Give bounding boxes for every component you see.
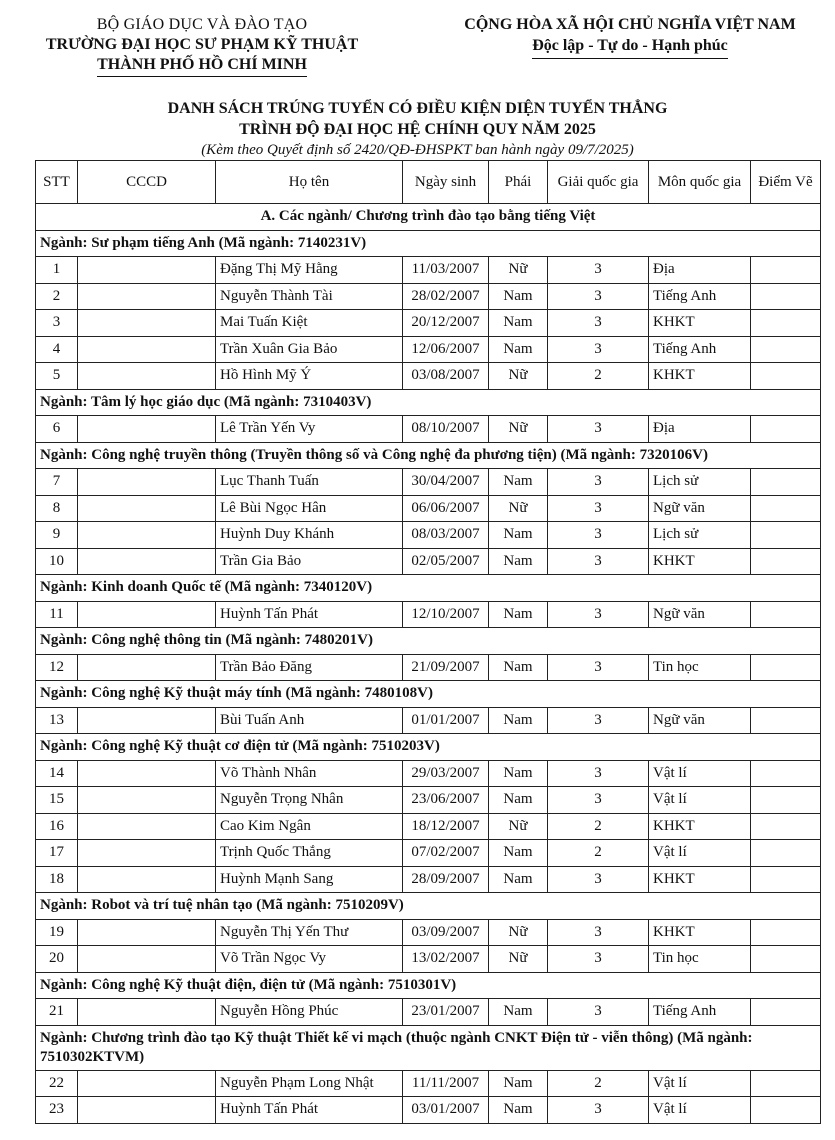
major-row bbox=[36, 442, 821, 469]
major-title: Ngành: Sư phạm tiếng Anh (Mã ngành: 7140231V) bbox=[36, 230, 821, 257]
cell-national-prize: 3 bbox=[548, 787, 649, 814]
table-row bbox=[36, 1097, 821, 1124]
cell-cccd bbox=[78, 416, 216, 443]
cell-national-subject: KHKT bbox=[649, 548, 751, 575]
cell-national-prize: 3 bbox=[548, 760, 649, 787]
column-header-gender: Phái bbox=[489, 161, 548, 204]
city-name: THÀNH PHỐ HỒ CHÍ MINH bbox=[97, 55, 307, 77]
table-row bbox=[36, 336, 821, 363]
major-title: Ngành: Công nghệ Kỹ thuật điện, điện tử (Mã ngành: 7510301V) bbox=[36, 972, 821, 999]
cell-cccd bbox=[78, 469, 216, 496]
cell-national-subject: Tiếng Anh bbox=[649, 336, 751, 363]
cell-full-name: Nguyễn Trọng Nhân bbox=[216, 787, 403, 814]
cell-national-prize: 3 bbox=[548, 310, 649, 337]
cell-drawing-score bbox=[751, 707, 821, 734]
table-row bbox=[36, 522, 821, 549]
major-row bbox=[36, 389, 821, 416]
cell-drawing-score bbox=[751, 469, 821, 496]
cell-birth-date: 29/03/2007 bbox=[403, 760, 489, 787]
cell-drawing-score bbox=[751, 601, 821, 628]
cell-gender: Nam bbox=[489, 840, 548, 867]
cell-gender: Nữ bbox=[489, 919, 548, 946]
table-row bbox=[36, 813, 821, 840]
cell-full-name: Huỳnh Tấn Phát bbox=[216, 601, 403, 628]
cell-cccd bbox=[78, 310, 216, 337]
table-row bbox=[36, 999, 821, 1026]
cell-national-subject: Địa bbox=[649, 257, 751, 284]
cell-gender: Nữ bbox=[489, 495, 548, 522]
cell-stt: 21 bbox=[36, 999, 78, 1026]
cell-national-subject: Vật lí bbox=[649, 787, 751, 814]
major-title: Ngành: Robot và trí tuệ nhân tạo (Mã ngành: 7510209V) bbox=[36, 893, 821, 920]
table-header-row bbox=[36, 161, 821, 204]
major-row bbox=[36, 893, 821, 920]
cell-gender: Nam bbox=[489, 310, 548, 337]
cell-national-subject: KHKT bbox=[649, 919, 751, 946]
cell-national-prize: 3 bbox=[548, 336, 649, 363]
table-row bbox=[36, 548, 821, 575]
table-body bbox=[36, 204, 821, 1124]
cell-gender: Nam bbox=[489, 522, 548, 549]
cell-birth-date: 08/10/2007 bbox=[403, 416, 489, 443]
cell-national-subject: Ngữ văn bbox=[649, 707, 751, 734]
cell-gender: Nữ bbox=[489, 257, 548, 284]
cell-national-subject: Lịch sử bbox=[649, 522, 751, 549]
table-row bbox=[36, 601, 821, 628]
cell-national-prize: 3 bbox=[548, 866, 649, 893]
major-row bbox=[36, 628, 821, 655]
cell-national-subject: KHKT bbox=[649, 310, 751, 337]
cell-gender: Nam bbox=[489, 1070, 548, 1097]
cell-gender: Nữ bbox=[489, 946, 548, 973]
cell-national-prize: 2 bbox=[548, 813, 649, 840]
cell-national-prize: 3 bbox=[548, 1097, 649, 1124]
cell-gender: Nam bbox=[489, 654, 548, 681]
cell-stt: 9 bbox=[36, 522, 78, 549]
major-row bbox=[36, 230, 821, 257]
major-row bbox=[36, 734, 821, 761]
document-title: DANH SÁCH TRÚNG TUYỂN CÓ ĐIỀU KIỆN DIỆN TUYỂN THẲNG bbox=[167, 100, 668, 117]
cell-gender: Nam bbox=[489, 601, 548, 628]
cell-national-prize: 3 bbox=[548, 946, 649, 973]
cell-national-prize: 3 bbox=[548, 257, 649, 284]
cell-gender: Nam bbox=[489, 548, 548, 575]
section-title: A. Các ngành/ Chương trình đào tạo bằng tiếng Việt bbox=[36, 204, 821, 231]
cell-drawing-score bbox=[751, 760, 821, 787]
table-row bbox=[36, 283, 821, 310]
cell-national-subject: Địa bbox=[649, 416, 751, 443]
cell-stt: 17 bbox=[36, 840, 78, 867]
cell-birth-date: 07/02/2007 bbox=[403, 840, 489, 867]
column-header-birth-date: Ngày sinh bbox=[403, 161, 489, 204]
cell-birth-date: 01/01/2007 bbox=[403, 707, 489, 734]
cell-cccd bbox=[78, 787, 216, 814]
major-row bbox=[36, 575, 821, 602]
cell-gender: Nam bbox=[489, 866, 548, 893]
cell-drawing-score bbox=[751, 866, 821, 893]
column-header-national-prize: Giải quốc gia bbox=[548, 161, 649, 204]
cell-cccd bbox=[78, 548, 216, 575]
cell-stt: 5 bbox=[36, 363, 78, 390]
cell-cccd bbox=[78, 1097, 216, 1124]
cell-birth-date: 20/12/2007 bbox=[403, 310, 489, 337]
cell-cccd bbox=[78, 654, 216, 681]
cell-national-subject: Ngữ văn bbox=[649, 495, 751, 522]
column-header-national-subject: Môn quốc gia bbox=[649, 161, 751, 204]
cell-full-name: Lục Thanh Tuấn bbox=[216, 469, 403, 496]
cell-stt: 7 bbox=[36, 469, 78, 496]
cell-cccd bbox=[78, 1070, 216, 1097]
cell-full-name: Nguyễn Hồng Phúc bbox=[216, 999, 403, 1026]
cell-national-subject: Vật lí bbox=[649, 1070, 751, 1097]
cell-cccd bbox=[78, 495, 216, 522]
cell-cccd bbox=[78, 919, 216, 946]
column-header-cccd: CCCD bbox=[78, 161, 216, 204]
cell-drawing-score bbox=[751, 522, 821, 549]
major-title: Ngành: Chương trình đào tạo Kỹ thuật Thiết kế vi mạch (thuộc ngành CNKT Điện tử - viễn thông) (Mã ngành: 7510302KTVM) bbox=[36, 1025, 821, 1070]
table-row bbox=[36, 787, 821, 814]
cell-cccd bbox=[78, 601, 216, 628]
cell-national-subject: KHKT bbox=[649, 363, 751, 390]
cell-full-name: Bùi Tuấn Anh bbox=[216, 707, 403, 734]
cell-full-name: Hồ Hình Mỹ Ý bbox=[216, 363, 403, 390]
cell-stt: 1 bbox=[36, 257, 78, 284]
cell-national-prize: 3 bbox=[548, 707, 649, 734]
cell-gender: Nam bbox=[489, 999, 548, 1026]
cell-cccd bbox=[78, 840, 216, 867]
cell-gender: Nữ bbox=[489, 363, 548, 390]
cell-cccd bbox=[78, 946, 216, 973]
cell-stt: 19 bbox=[36, 919, 78, 946]
cell-drawing-score bbox=[751, 654, 821, 681]
cell-national-subject: Lịch sử bbox=[649, 469, 751, 496]
cell-birth-date: 23/01/2007 bbox=[403, 999, 489, 1026]
cell-full-name: Lê Bùi Ngọc Hân bbox=[216, 495, 403, 522]
cell-birth-date: 11/03/2007 bbox=[403, 257, 489, 284]
cell-birth-date: 18/12/2007 bbox=[403, 813, 489, 840]
table-row bbox=[36, 919, 821, 946]
cell-drawing-score bbox=[751, 495, 821, 522]
cell-birth-date: 03/09/2007 bbox=[403, 919, 489, 946]
cell-national-prize: 3 bbox=[548, 495, 649, 522]
cell-birth-date: 21/09/2007 bbox=[403, 654, 489, 681]
cell-national-prize: 3 bbox=[548, 548, 649, 575]
cell-cccd bbox=[78, 522, 216, 549]
cell-birth-date: 03/08/2007 bbox=[403, 363, 489, 390]
cell-stt: 22 bbox=[36, 1070, 78, 1097]
cell-cccd bbox=[78, 336, 216, 363]
cell-cccd bbox=[78, 257, 216, 284]
table-row bbox=[36, 946, 821, 973]
cell-full-name: Trần Xuân Gia Bảo bbox=[216, 336, 403, 363]
cell-national-subject: Tin học bbox=[649, 946, 751, 973]
major-row bbox=[36, 972, 821, 999]
cell-cccd bbox=[78, 707, 216, 734]
major-row bbox=[36, 1025, 821, 1070]
national-motto: Độc lập - Tự do - Hạnh phúc bbox=[532, 35, 728, 59]
table-row bbox=[36, 840, 821, 867]
cell-birth-date: 30/04/2007 bbox=[403, 469, 489, 496]
cell-drawing-score bbox=[751, 363, 821, 390]
decision-reference: (Kèm theo Quyết định số 2420/QĐ-ĐHSPKT ban hành ngày 09/7/2025) bbox=[201, 142, 634, 158]
ministry-name: BỘ GIÁO DỤC VÀ ĐÀO TẠO bbox=[96, 16, 308, 33]
major-title: Ngành: Công nghệ truyền thông (Truyền thông số và Công nghệ đa phương tiện) (Mã ngành: 7320106V) bbox=[36, 442, 821, 469]
cell-national-subject: KHKT bbox=[649, 866, 751, 893]
cell-stt: 11 bbox=[36, 601, 78, 628]
cell-stt: 8 bbox=[36, 495, 78, 522]
cell-national-subject: Ngữ văn bbox=[649, 601, 751, 628]
cell-birth-date: 03/01/2007 bbox=[403, 1097, 489, 1124]
table-row bbox=[36, 654, 821, 681]
cell-gender: Nam bbox=[489, 336, 548, 363]
cell-birth-date: 06/06/2007 bbox=[403, 495, 489, 522]
table-row bbox=[36, 469, 821, 496]
cell-drawing-score bbox=[751, 787, 821, 814]
cell-cccd bbox=[78, 363, 216, 390]
cell-full-name: Võ Thành Nhân bbox=[216, 760, 403, 787]
cell-birth-date: 11/11/2007 bbox=[403, 1070, 489, 1097]
column-header-stt: STT bbox=[36, 161, 78, 204]
cell-stt: 12 bbox=[36, 654, 78, 681]
cell-stt: 10 bbox=[36, 548, 78, 575]
cell-stt: 13 bbox=[36, 707, 78, 734]
table-row bbox=[36, 257, 821, 284]
cell-full-name: Võ Trần Ngọc Vy bbox=[216, 946, 403, 973]
major-title: Ngành: Công nghệ Kỹ thuật máy tính (Mã ngành: 7480108V) bbox=[36, 681, 821, 708]
cell-drawing-score bbox=[751, 999, 821, 1026]
cell-national-subject: Tin học bbox=[649, 654, 751, 681]
cell-stt: 6 bbox=[36, 416, 78, 443]
section-row bbox=[36, 204, 821, 231]
cell-full-name: Trần Gia Bảo bbox=[216, 548, 403, 575]
cell-cccd bbox=[78, 866, 216, 893]
table-row bbox=[36, 1070, 821, 1097]
column-header-drawing-score: Điểm Vẽ bbox=[751, 161, 821, 204]
cell-national-subject: Vật lí bbox=[649, 760, 751, 787]
cell-national-subject: Tiếng Anh bbox=[649, 283, 751, 310]
cell-gender: Nam bbox=[489, 787, 548, 814]
document-subtitle: TRÌNH ĐỘ ĐẠI HỌC HỆ CHÍNH QUY NĂM 2025 bbox=[239, 121, 596, 138]
cell-national-prize: 3 bbox=[548, 601, 649, 628]
cell-gender: Nữ bbox=[489, 813, 548, 840]
cell-national-prize: 2 bbox=[548, 840, 649, 867]
cell-birth-date: 08/03/2007 bbox=[403, 522, 489, 549]
cell-drawing-score bbox=[751, 946, 821, 973]
cell-full-name: Trần Bảo Đăng bbox=[216, 654, 403, 681]
cell-gender: Nam bbox=[489, 760, 548, 787]
cell-stt: 15 bbox=[36, 787, 78, 814]
national-header bbox=[440, 15, 820, 59]
cell-gender: Nữ bbox=[489, 416, 548, 443]
cell-full-name: Nguyễn Thị Yến Thư bbox=[216, 919, 403, 946]
cell-drawing-score bbox=[751, 257, 821, 284]
admission-table bbox=[35, 160, 821, 1124]
cell-birth-date: 23/06/2007 bbox=[403, 787, 489, 814]
major-title: Ngành: Công nghệ Kỹ thuật cơ điện tử (Mã ngành: 7510203V) bbox=[36, 734, 821, 761]
major-title: Ngành: Công nghệ thông tin (Mã ngành: 7480201V) bbox=[36, 628, 821, 655]
cell-drawing-score bbox=[751, 840, 821, 867]
cell-stt: 20 bbox=[36, 946, 78, 973]
cell-gender: Nam bbox=[489, 283, 548, 310]
cell-drawing-score bbox=[751, 1070, 821, 1097]
cell-national-prize: 2 bbox=[548, 363, 649, 390]
cell-national-prize: 3 bbox=[548, 416, 649, 443]
university-name: TRƯỜNG ĐẠI HỌC SƯ PHẠM KỸ THUẬT bbox=[45, 36, 359, 53]
cell-national-subject: KHKT bbox=[649, 813, 751, 840]
cell-national-prize: 3 bbox=[548, 469, 649, 496]
cell-drawing-score bbox=[751, 813, 821, 840]
cell-full-name: Huỳnh Duy Khánh bbox=[216, 522, 403, 549]
cell-birth-date: 13/02/2007 bbox=[403, 946, 489, 973]
major-title: Ngành: Tâm lý học giáo dục (Mã ngành: 7310403V) bbox=[36, 389, 821, 416]
table-row bbox=[36, 495, 821, 522]
table-row bbox=[36, 760, 821, 787]
cell-stt: 4 bbox=[36, 336, 78, 363]
cell-national-prize: 2 bbox=[548, 1070, 649, 1097]
cell-full-name: Huỳnh Tấn Phát bbox=[216, 1097, 403, 1124]
table-row bbox=[36, 363, 821, 390]
cell-national-prize: 3 bbox=[548, 283, 649, 310]
cell-full-name: Đặng Thị Mỹ Hằng bbox=[216, 257, 403, 284]
cell-full-name: Lê Trần Yến Vy bbox=[216, 416, 403, 443]
cell-birth-date: 02/05/2007 bbox=[403, 548, 489, 575]
issuer-header bbox=[22, 15, 382, 77]
cell-full-name: Cao Kim Ngân bbox=[216, 813, 403, 840]
cell-stt: 16 bbox=[36, 813, 78, 840]
cell-drawing-score bbox=[751, 416, 821, 443]
cell-national-prize: 3 bbox=[548, 522, 649, 549]
cell-drawing-score bbox=[751, 548, 821, 575]
cell-drawing-score bbox=[751, 919, 821, 946]
cell-full-name: Huỳnh Mạnh Sang bbox=[216, 866, 403, 893]
major-row bbox=[36, 681, 821, 708]
cell-drawing-score bbox=[751, 310, 821, 337]
table-row bbox=[36, 707, 821, 734]
cell-full-name: Trịnh Quốc Thắng bbox=[216, 840, 403, 867]
cell-gender: Nam bbox=[489, 707, 548, 734]
table-row bbox=[36, 416, 821, 443]
cell-gender: Nam bbox=[489, 1097, 548, 1124]
major-title: Ngành: Kinh doanh Quốc tế (Mã ngành: 7340120V) bbox=[36, 575, 821, 602]
cell-national-prize: 3 bbox=[548, 919, 649, 946]
cell-gender: Nam bbox=[489, 469, 548, 496]
cell-drawing-score bbox=[751, 1097, 821, 1124]
cell-drawing-score bbox=[751, 283, 821, 310]
cell-cccd bbox=[78, 760, 216, 787]
cell-national-subject: Vật lí bbox=[649, 1097, 751, 1124]
cell-stt: 23 bbox=[36, 1097, 78, 1124]
cell-birth-date: 28/09/2007 bbox=[403, 866, 489, 893]
cell-stt: 2 bbox=[36, 283, 78, 310]
cell-full-name: Nguyễn Thành Tài bbox=[216, 283, 403, 310]
table-row bbox=[36, 310, 821, 337]
cell-birth-date: 12/10/2007 bbox=[403, 601, 489, 628]
cell-full-name: Nguyễn Phạm Long Nhật bbox=[216, 1070, 403, 1097]
cell-national-prize: 3 bbox=[548, 654, 649, 681]
cell-national-subject: Vật lí bbox=[649, 840, 751, 867]
column-header-full-name: Họ tên bbox=[216, 161, 403, 204]
cell-birth-date: 12/06/2007 bbox=[403, 336, 489, 363]
cell-national-subject: Tiếng Anh bbox=[649, 999, 751, 1026]
cell-stt: 18 bbox=[36, 866, 78, 893]
cell-stt: 14 bbox=[36, 760, 78, 787]
cell-full-name: Mai Tuấn Kiệt bbox=[216, 310, 403, 337]
cell-cccd bbox=[78, 813, 216, 840]
cell-cccd bbox=[78, 283, 216, 310]
country-name: CỘNG HÒA XÃ HỘI CHỦ NGHĨA VIỆT NAM bbox=[464, 16, 796, 33]
cell-birth-date: 28/02/2007 bbox=[403, 283, 489, 310]
cell-national-prize: 3 bbox=[548, 999, 649, 1026]
table-row bbox=[36, 866, 821, 893]
cell-cccd bbox=[78, 999, 216, 1026]
cell-drawing-score bbox=[751, 336, 821, 363]
cell-stt: 3 bbox=[36, 310, 78, 337]
